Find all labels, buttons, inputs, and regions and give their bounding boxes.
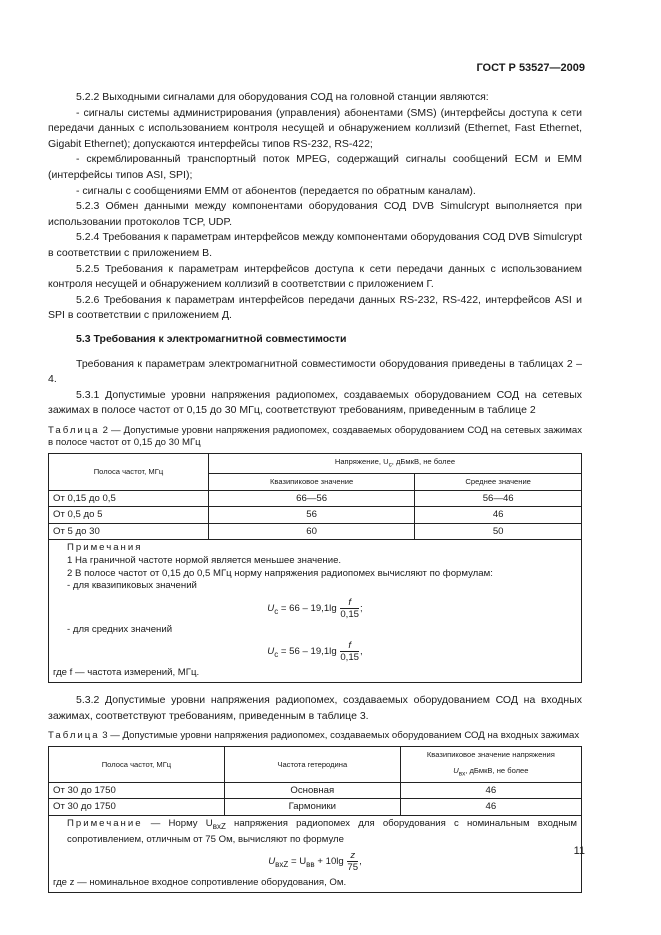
table-row [49,799,582,816]
section-heading-5-3: 5.3 Требования к электромагнитной совместимости [76,332,347,345]
table-cell-quasipeak: 60 [208,523,414,540]
formula-quasipeak-fraction [340,597,359,620]
table-3-caption-label: Таблица [48,730,100,742]
table-3-note-sub: вхZ [212,821,226,831]
paragraph-5-2-2: 5.2.2 Выходными сигналами для оборудования СОД на головной станции являются: [76,91,489,103]
formula-average [53,640,577,663]
table-2-note-1: 1 На граничной частоте нормой является меньшее значение. [67,554,342,566]
document-standard-id: ГОСТ Р 53527—2009 [476,62,585,74]
formula-input-symbol: U [268,856,276,868]
table-3-header-quasipeak-sub: вх [458,770,466,778]
formula-quasipeak-end: ; [360,602,363,614]
page-number: 11 [573,845,585,857]
formula-average-sub: c [274,650,279,660]
list-item-sms: - сигналы системы администрирования (управления) абонентами (SMS) (интерфейсы доступа к сети передачи данных с использованием контроля несущей и обнаружением коллизий (Ethernet, Fast Ethernet, Gigabit Ethernet); допускаются интерфейсы типов RS-232, RS-422; [48,106,582,150]
formula-average-end: , [360,646,363,658]
formula-average-expression: = 56 – 19,1lg [280,646,337,658]
table-2-note-quasipeak: - для квазипиковых значений [67,580,197,592]
formula-quasipeak-expression: = 66 – 19,1lg [280,602,337,614]
table-3-note-label: Примечание [67,818,143,829]
table-3-header-quasipeak-text: Квазипиковое значение напряжения [426,750,555,760]
table-3-caption-text: 3 — Допустимые уровни напряжения радиопомех, создаваемых оборудованием СОД на входных зажимах [102,730,580,742]
formula-input-symbol-sub: вхZ [275,860,289,870]
table-3-header-quasipeak-symbol: U [453,765,459,775]
table-2-header-quasipeak: Квазипиковое значение [208,473,414,490]
table-2-notes-title: Примечания [67,542,143,554]
table-2-header-average: Среднее значение [415,473,582,490]
table-cell-quasipeak: 46 [400,799,581,816]
table-3-header-local-oscillator: Частота гетеродина [224,747,400,783]
list-item-mpeg: - скремблированный транспортный поток MPEG, содержащий сигналы сообщений ECM и EMM (интерфейсы типов ASI, SPI); [48,153,582,181]
table-3-note-text: — Норму U [150,818,213,829]
table-3-caption [48,730,582,742]
table-3-note-text-2: напряжения радиопомех для оборудования с номинальным входным сопротивлением, отличным от 75 Ом, вычисляют по формуле [67,818,578,845]
table-3-note [67,818,577,846]
table-cell-average: 50 [415,523,582,540]
table-cell-average: 56—46 [415,490,582,507]
table-2-caption-text: 2 — Допустимые уровни напряжения радиопомех, создаваемых оборудованием СОД на сетевых зажимах в полосе частот от 0,15 до 30 МГц [48,424,582,448]
formula-quasipeak-sub: c [274,606,279,616]
table-cell-band: От 5 до 30 [49,523,209,540]
table-2-header-voltage-text: Напряжение, U [334,456,389,466]
formula-average-denominator: 0,15 [340,652,360,664]
table-3-where: где z — номинальное входное сопротивление оборудования, Ом. [53,877,347,889]
paragraph-5-2-6: 5.2.6 Требования к параметрам интерфейсов передачи данных RS-232, RS-422, интерфейсов ASI и SPI в соответствии с приложением Д. [48,293,582,322]
table-2-caption-label: Таблица [48,424,100,436]
table-row [49,782,582,799]
table-3-notes [49,816,582,893]
table-cell-band: От 0,5 до 5 [49,507,209,524]
formula-average-fraction [340,640,359,663]
table-cell-band: От 0,15 до 0,5 [49,490,209,507]
table-cell-band: От 30 до 1750 [49,782,225,799]
formula-quasipeak-denominator: 0,15 [340,608,360,620]
formula-input-end: , [359,856,362,868]
paragraph-5-2-5: 5.2.5 Требования к параметрам интерфейсов доступа к сети передачи данных с использованием контроля несущей и обнаружением коллизий в соответствии с приложением Г. [48,262,582,291]
table-row [49,523,582,540]
table-cell-quasipeak: 56 [208,507,414,524]
table-2-note-average: - для средних значений [67,623,173,635]
formula-average-numerator: f [340,640,359,652]
table-row [49,490,582,507]
formula-input-denominator: 75 [347,862,359,874]
formula-quasipeak [53,597,577,620]
table-2-caption [48,425,582,449]
table-2-where: где f — частота измерений, МГц. [53,667,200,679]
paragraph-5-3-2: 5.3.2 Допустимые уровни напряжения радиопомех, создаваемых оборудованием СОД на входных зажимах, соответствуют требованиям, приведенным в таблице 3. [48,693,582,722]
table-3-header-band: Полоса частот, МГц [49,747,225,783]
table-cell-quasipeak: 46 [400,782,581,799]
table-2-note-2: 2 В полосе частот от 0,15 до 0,5 МГц норму напряжения радиопомех вычисляют по формулам: [67,567,493,579]
paragraph-5-2-4: 5.2.4 Требования к параметрам интерфейсов между компонентами оборудования СОД DVB Simulcrypt в соответствии с приложением В. [48,231,582,259]
formula-input-fraction [347,850,358,873]
table-cell-band: От 30 до 1750 [49,799,225,816]
paragraph-emc-intro: Требования к параметрам электромагнитной совместимости оборудования приведены в таблицах 2 – 4. [48,357,582,386]
table-2-notes [49,540,582,683]
table-2-header-band: Полоса частот, МГц [49,453,209,490]
formula-input-expression: = U [290,856,307,868]
formula-quasipeak-numerator: f [340,597,359,609]
list-item-emm: - сигналы с сообщениями EMM от абонентов (передается по обратным каналам). [76,184,476,197]
paragraph-5-2-3: 5.2.3 Обмен данными между компонентами оборудования СОД DVB Simulcrypt выполняется при использовании протоколов TCP, UDP. [48,200,582,228]
table-3-header-quasipeak-tail: , дБмкВ, не более [465,765,529,775]
table-row [49,507,582,524]
formula-quasipeak-symbol: U [267,602,275,614]
table-cell-average: 46 [415,507,582,524]
formula-input-expression-sub: вв [306,860,315,870]
table-cell-local-oscillator: Гармоники [224,799,400,816]
formula-input-numerator: z [347,850,358,862]
table-cell-quasipeak: 66—56 [208,490,414,507]
formula-input-expression-2: + 10lg [317,856,344,868]
table-2 [48,453,582,683]
paragraph-5-3-1: 5.3.1 Допустимые уровни напряжения радиопомех, создаваемых оборудованием СОД на сетевых зажимах в полосе частот от 0,15 до 30 МГц, соответствуют требованиям, приведенным в таблице 2 [48,388,582,417]
table-cell-local-oscillator: Основная [224,782,400,799]
page-content [48,90,582,893]
table-3-header-quasipeak [400,747,581,783]
table-2-header-voltage [208,453,581,473]
table-2-header-voltage-sub: c [388,461,392,469]
table-3 [48,746,582,893]
formula-input-impedance [53,850,577,873]
table-2-header-voltage-tail: , дБмкВ, не более [391,456,456,466]
formula-average-symbol: U [267,646,275,658]
